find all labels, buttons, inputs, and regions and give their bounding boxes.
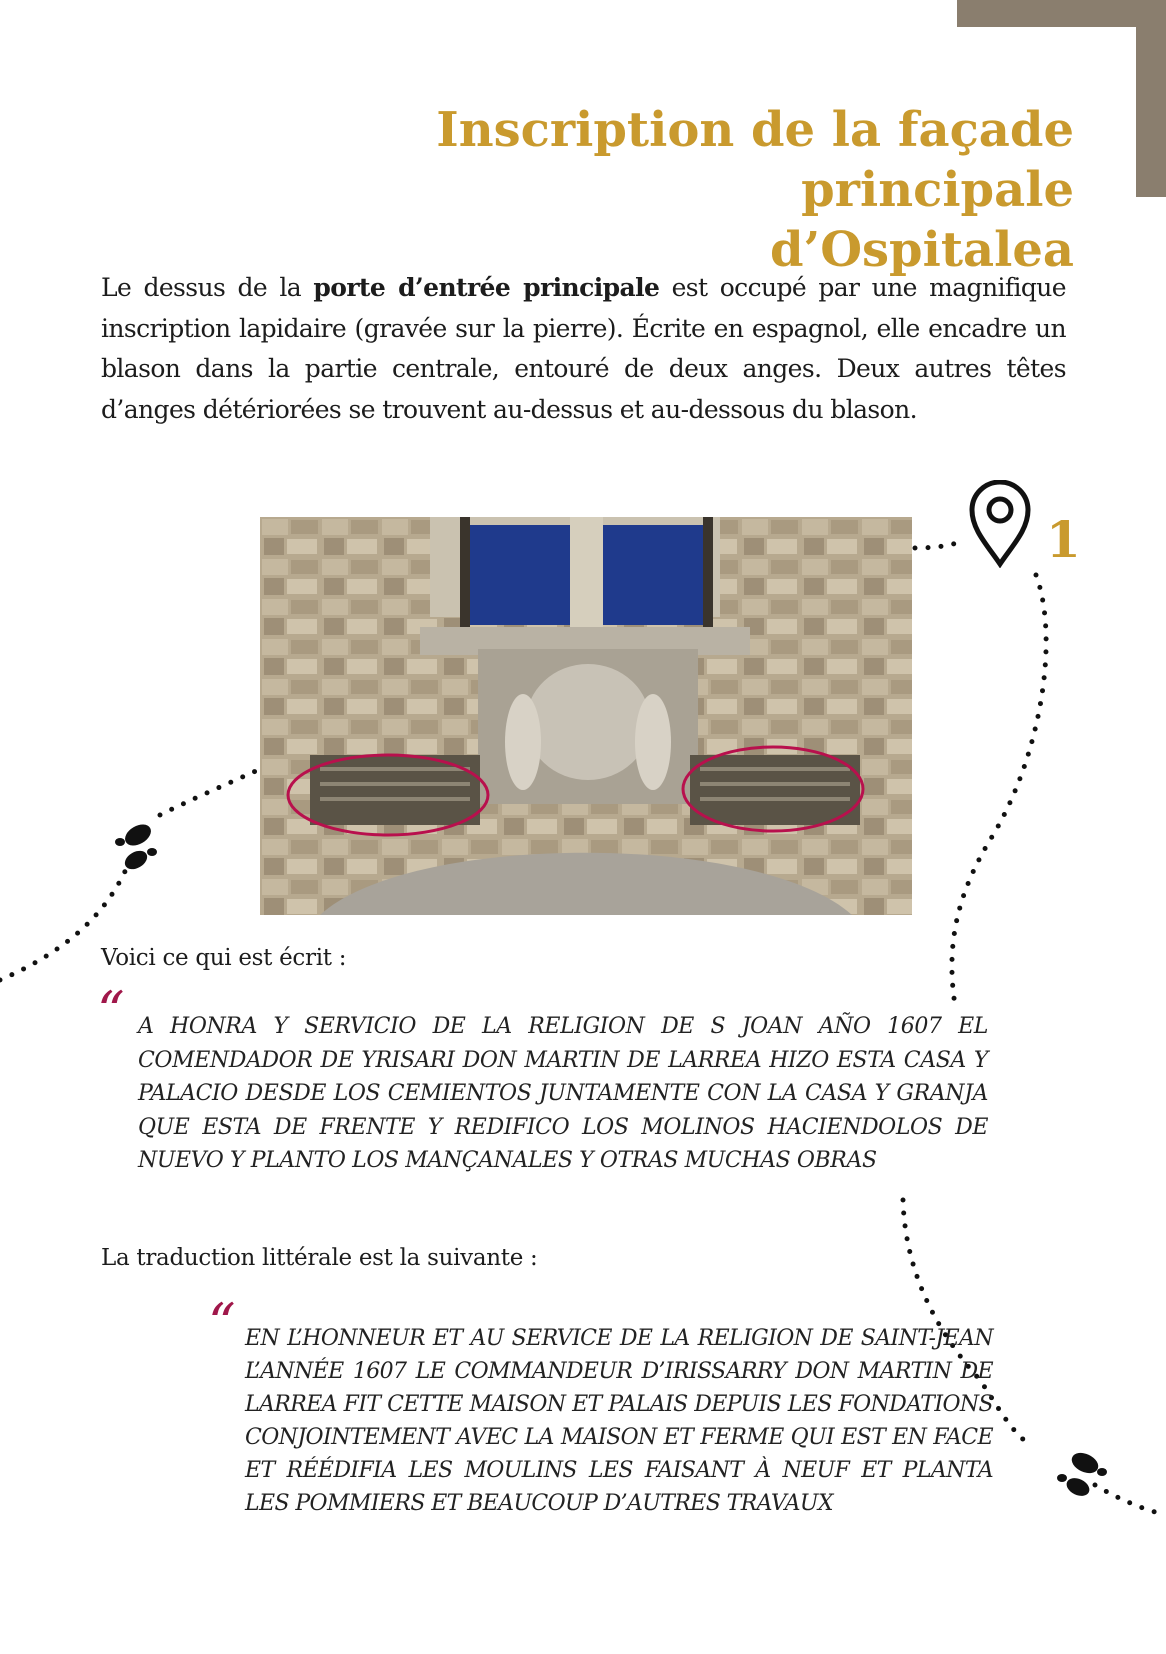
quote-mark-translation: “ (208, 1292, 236, 1355)
trail-right (952, 575, 1046, 1005)
footprints-icon-right (1057, 1449, 1107, 1499)
marker-number: 1 (1046, 510, 1081, 569)
inscription-slab-right (690, 755, 860, 825)
original-label: Voici ce qui est écrit : (101, 945, 347, 971)
window-left (470, 525, 570, 625)
corner-tab-side (1136, 0, 1166, 197)
trail-bottom-right (1095, 1485, 1166, 1515)
title-line-2: d’Ospitalea (769, 222, 1074, 278)
window-right (603, 525, 703, 625)
facade-photo (260, 517, 912, 915)
intro-text-end: est occupé par une magnifique inscription lapidaire (gravée sur la pierre). Écrite en espagnol, elle encadre un blason dans la partie centrale, entouré de deux anges. Deux autres têtes d’anges détériorées se trouvent au-dessus et au-dessous du blason. (101, 273, 1066, 424)
page-title (174, 100, 1074, 280)
coat-of-arms (526, 664, 650, 780)
title-line-1: Inscription de la façade principale (436, 102, 1074, 218)
quote-translation: EN L’HONNEUR ET AU SERVICE DE LA RELIGION DE SAINT-JEAN L’ANNÉE 1607 LE COMMANDEUR D’IRISSARRY DON MARTIN DE LARREA FIT CETTE MAISON ET PALAIS DEPUIS LES FONDATIONS CONJOINTEMENT AVEC LA MAISON ET FERME QUI EST EN FACE ET RÉÉDIFIA LES MOULINS LES FAISANT À NEUF ET PLANTA LES POMMIERS ET BEAUCOUP D’AUTRES TRAVAUX (245, 1326, 993, 1516)
corner-tab-top (957, 0, 1166, 27)
intro-bold-text: porte d’entrée principale (313, 273, 660, 302)
translation-label: La traduction littérale est la suivante : (101, 1245, 538, 1271)
intro-paragraph (101, 268, 1066, 430)
trail-right-top (915, 540, 966, 548)
quote-mark-original: “ (97, 980, 125, 1043)
quote-original: A HONRA Y SERVICIO DE LA RELIGION DE S JOAN AÑO 1607 EL COMENDADOR DE YRISARI DON MARTIN DE LARREA HIZO ESTA CASA Y PALACIO DESDE LOS CEMIENTOS JUNTAMENTE CON LA CASA Y GRANJA QUE ESTA DE FRENTE Y REDIFICO LOS MOLINOS HACIENDOLOS DE NUEVO Y PLANTO LOS MANÇANALES Y OTRAS MUCHAS OBRAS (138, 1014, 988, 1173)
intro-text-start: Le dessus de la (101, 273, 314, 302)
map-pin-icon (966, 480, 1034, 568)
footprints-icon-left (115, 820, 157, 873)
